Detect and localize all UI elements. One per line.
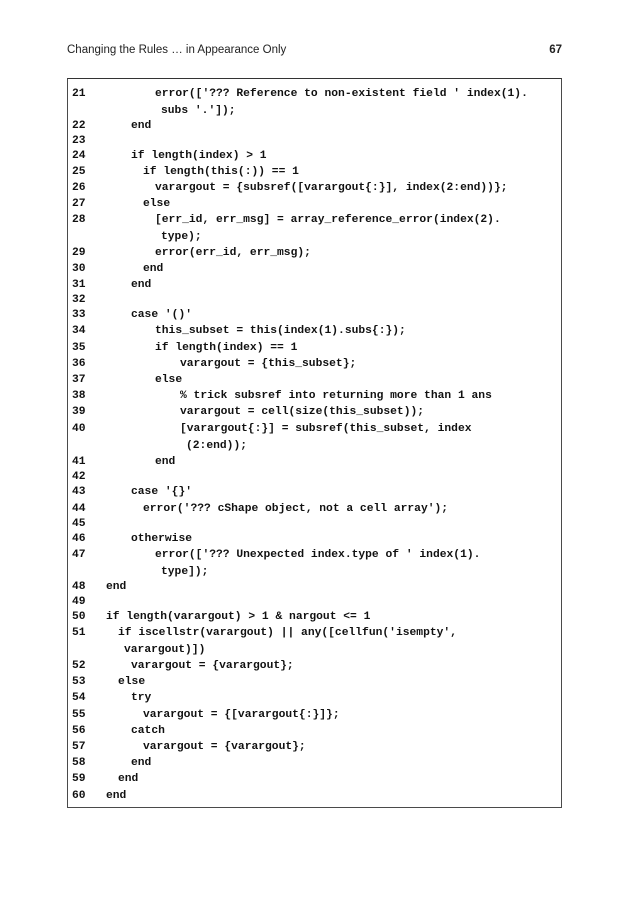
line-number: 52 bbox=[72, 660, 86, 672]
line-number: 50 bbox=[72, 611, 86, 623]
line-number: 57 bbox=[72, 741, 86, 753]
code-text: error('??? cShape object, not a cell array'); bbox=[143, 503, 449, 515]
code-text: end bbox=[118, 773, 139, 785]
line-number: 33 bbox=[72, 309, 86, 321]
line-number: 25 bbox=[72, 166, 86, 178]
code-text: else bbox=[118, 676, 146, 688]
line-number: 21 bbox=[72, 88, 86, 100]
line-number: 34 bbox=[72, 325, 86, 337]
code-text: varargout = {subsref([varargout{:}], index(2:end))}; bbox=[155, 182, 508, 194]
page-number: 67 bbox=[549, 44, 562, 56]
line-number: 36 bbox=[72, 358, 86, 370]
code-text: end bbox=[106, 581, 127, 593]
code-text: if iscellstr(varargout) || any([cellfun('isempty', bbox=[118, 627, 457, 639]
line-number: 28 bbox=[72, 214, 86, 226]
line-number: 44 bbox=[72, 503, 86, 515]
code-text: if length(this(:)) == 1 bbox=[143, 166, 299, 178]
code-text: type); bbox=[161, 231, 202, 243]
code-text: end bbox=[143, 263, 164, 275]
code-text: varargout)]) bbox=[124, 644, 206, 656]
line-number: 49 bbox=[72, 596, 86, 608]
code-text: end bbox=[131, 120, 152, 132]
running-title: Changing the Rules … in Appearance Only bbox=[67, 44, 287, 56]
code-text: varargout = {this_subset}; bbox=[180, 358, 357, 370]
line-number: 41 bbox=[72, 456, 86, 468]
line-number: 46 bbox=[72, 533, 86, 545]
code-text: if length(index) > 1 bbox=[131, 150, 267, 162]
code-text: end bbox=[131, 757, 152, 769]
line-number: 45 bbox=[72, 518, 86, 530]
line-number: 38 bbox=[72, 390, 86, 402]
code-text: this_subset = this(index(1).subs{:}); bbox=[155, 325, 406, 337]
code-text: varargout = {[varargout{:}]}; bbox=[143, 709, 340, 721]
line-number: 59 bbox=[72, 773, 86, 785]
code-text: if length(varargout) > 1 & nargout <= 1 bbox=[106, 611, 371, 623]
line-number: 42 bbox=[72, 471, 86, 483]
code-text: subs '.']); bbox=[161, 105, 236, 117]
line-number: 39 bbox=[72, 406, 86, 418]
page-header bbox=[67, 44, 562, 62]
line-number: 48 bbox=[72, 581, 86, 593]
code-text: try bbox=[131, 692, 152, 704]
line-number: 37 bbox=[72, 374, 86, 386]
line-number: 27 bbox=[72, 198, 86, 210]
code-text: [err_id, err_msg] = array_reference_error(index(2). bbox=[155, 214, 501, 226]
code-text: else bbox=[143, 198, 171, 210]
line-number: 40 bbox=[72, 423, 86, 435]
code-text: varargout = {varargout}; bbox=[143, 741, 306, 753]
line-number: 51 bbox=[72, 627, 86, 639]
code-text: catch bbox=[131, 725, 165, 737]
code-text: % trick subsref into returning more than 1 ans bbox=[180, 390, 492, 402]
code-text: if length(index) == 1 bbox=[155, 342, 298, 354]
line-number: 32 bbox=[72, 294, 86, 306]
code-text: [varargout{:}] = subsref(this_subset, index bbox=[180, 423, 472, 435]
line-number: 58 bbox=[72, 757, 86, 769]
code-text: else bbox=[155, 374, 183, 386]
code-text: case '{}' bbox=[131, 486, 193, 498]
line-number: 26 bbox=[72, 182, 86, 194]
code-text: end bbox=[106, 790, 127, 802]
line-number: 47 bbox=[72, 549, 86, 561]
code-text: (2:end)); bbox=[186, 440, 248, 452]
line-number: 53 bbox=[72, 676, 86, 688]
code-text: error(['??? Reference to non-existent field ' index(1). bbox=[155, 88, 528, 100]
code-text: otherwise bbox=[131, 533, 193, 545]
line-number: 43 bbox=[72, 486, 86, 498]
line-number: 54 bbox=[72, 692, 86, 704]
line-number: 60 bbox=[72, 790, 86, 802]
code-text: type]); bbox=[161, 566, 209, 578]
code-text: end bbox=[155, 456, 176, 468]
line-number: 56 bbox=[72, 725, 86, 737]
line-number: 35 bbox=[72, 342, 86, 354]
line-number: 30 bbox=[72, 263, 86, 275]
code-text: error(['??? Unexpected index.type of ' index(1). bbox=[155, 549, 481, 561]
code-text: varargout = {varargout}; bbox=[131, 660, 294, 672]
line-number: 24 bbox=[72, 150, 86, 162]
code-text: error(err_id, err_msg); bbox=[155, 247, 311, 259]
code-text: case '()' bbox=[131, 309, 193, 321]
line-number: 31 bbox=[72, 279, 86, 291]
line-number: 29 bbox=[72, 247, 86, 259]
line-number: 22 bbox=[72, 120, 86, 132]
code-text: varargout = cell(size(this_subset)); bbox=[180, 406, 425, 418]
line-number: 55 bbox=[72, 709, 86, 721]
code-text: end bbox=[131, 279, 152, 291]
line-number: 23 bbox=[72, 135, 86, 147]
code-listing bbox=[67, 78, 562, 808]
